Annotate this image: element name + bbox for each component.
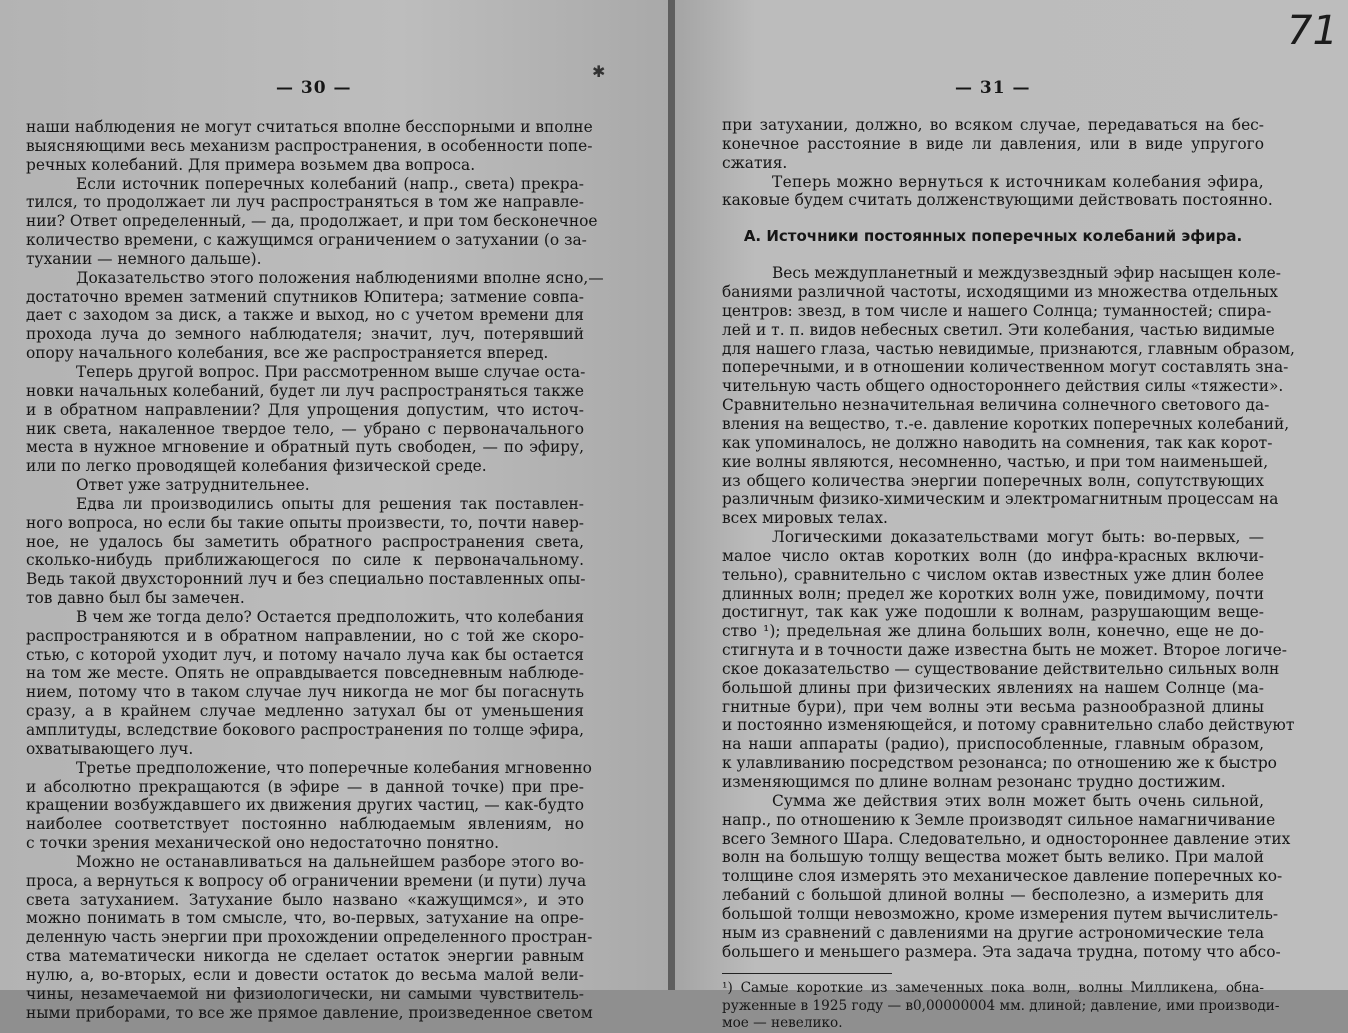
text-line: проса, а вернуться к вопросу об ограничении времени (и пути) луча [26, 871, 587, 890]
text-line: центров: звезд, в том числе и нашего Солнца; туманностей; спира- [722, 301, 1272, 320]
text-line: Можно не останавливаться на дальнейшем разборе этого во- [76, 852, 584, 871]
text-line: и абсолютно прекращаются (в эфире — в данной точке) при пре- [26, 777, 584, 796]
text-line: дает с заходом за диск, а также и выход, но с учетом времени для [26, 306, 584, 325]
text-line: опору начального колебания, все же распространяется вперед. [26, 344, 549, 363]
text-line: распространяются и в обратном направлении, но с той же скоро- [26, 626, 584, 645]
text-line: тился, то продолжает ли луч распространяться в том же направле- [26, 193, 584, 212]
text-line: на том же месте. Опять не оправдывается повседневным наблюде- [26, 664, 584, 683]
text-line: нии? Ответ определенный, — да, продолжает, и при том бесконечное [26, 212, 598, 231]
text-line: ным из сравнений с давлениями на другие астрономические тела [722, 923, 1264, 942]
text-line: ское доказательство — существование действительно сильных волн [722, 659, 1280, 678]
text-line: амплитуды, вследствие бокового распространения по толще эфира, [26, 721, 584, 739]
right-page-intro [722, 116, 1273, 210]
text-line: нием, потому что в таком случае луч никогда не мог бы погаснуть [26, 683, 584, 702]
text-line: тельно), сравнительно с числом октав известных уже длин более [722, 565, 1264, 584]
text-line: ник света, накаленное твердое тело, — убрано с первоначального [26, 419, 584, 438]
footnote-line: ¹) Самые короткие из замеченных пока волн, волны Милликена, обна- [722, 980, 1264, 997]
text-line: достаточно времен затмений спутников Юпитера; затмение совпа- [26, 287, 584, 306]
text-line: деленную часть энергии при прохождении определенного простран- [26, 928, 593, 947]
text-line: речных колебаний. Для примера возьмем два вопроса. [26, 155, 476, 174]
text-line: малое число октав коротких волн (до инфра-красных включи- [722, 546, 1264, 565]
text-line: с точки зрения механической оно недостаточно понятно. [26, 834, 499, 853]
text-line: волн на большую толщу вещества может быть велико. При малой [722, 848, 1264, 867]
text-line: ство ¹); предельная же длина больших волн, конечно, еще не до- [722, 622, 1264, 641]
text-line: или по легко проводящей колебания физической среде. [26, 457, 487, 476]
handwritten-page-mark: 71 [1287, 8, 1338, 54]
text-line: тов давно был бы замечен. [26, 589, 245, 608]
text-line: стью, с которой уходит луч, и потому начало луча как бы остается [26, 645, 584, 664]
text-line: Сравнительно незначительная величина солнечного светового да- [722, 396, 1270, 415]
text-line: на наши аппараты (радио), приспособленные, главным образом, [722, 735, 1264, 754]
text-line: большой длины при физических явлениях на нашем Солнце (ма- [722, 678, 1264, 697]
text-line: охватывающего луч. [26, 739, 194, 758]
right-page-text [722, 116, 1295, 1033]
text-line: всего Земного Шара. Следовательно, и одностороннее давление этих [722, 829, 1291, 848]
text-line: Едва ли производились опыты для решения так поставлен- [76, 494, 584, 513]
text-line: ными приборами, то все же прямое давление, произведенное светом [26, 1003, 593, 1022]
text-line: Ведь такой двухсторонний луч и без специально поставленных опы- [26, 570, 586, 589]
book-gutter [668, 0, 675, 990]
text-line: ное, не удалось бы заметить обратного распространения света, [26, 532, 584, 551]
text-line: достигнут, так как уже подошли к волнам, разрушающим веще- [722, 603, 1264, 622]
text-line: лей и т. п. видов небесных светил. Эти колебания, частью видимые [722, 320, 1275, 339]
left-page [0, 0, 668, 1022]
right-page-body [722, 264, 1295, 961]
text-line: сжатия. [722, 153, 788, 172]
text-line: конечное расстояние в виде ли давления, или в виде упругого [722, 134, 1264, 153]
text-line: как упоминалось, не должно наводить на сомнения, так как корот- [722, 433, 1273, 452]
text-line: количество времени, с кажущимся ограничением о затухании (о за- [26, 231, 587, 250]
margin-mark-icon: ✱ [592, 62, 606, 81]
text-line: толщине слоя измерять это механическое давление поперечных ко- [722, 867, 1283, 886]
text-line: длинных волн; предел же коротких волн уже, повидимому, почти [722, 584, 1264, 603]
text-line: можно понимать в том смысле, что, во-первых, затухание на опре- [26, 909, 584, 928]
text-line: поперечными, и в отношении количественном могут составлять зна- [722, 358, 1289, 377]
text-line: кие волны являются, несомненно, частью, и при том наименьшей, [722, 452, 1269, 471]
text-line: света затуханием. Затухание было названо «кажущимся», и это [26, 890, 584, 909]
footnote [722, 980, 1280, 1033]
section-heading: А. Источники постоянных поперечных колебаний эфира. [743, 227, 1243, 246]
text-line: вления на вещество, т.-е. давление коротких поперечных колебаний, [722, 414, 1290, 433]
text-line: Теперь другой вопрос. При рассмотренном выше случае оста- [76, 362, 586, 381]
text-line: Весь междупланетный и междузвездный эфир насыщен коле- [772, 264, 1281, 283]
text-line: сколько-нибудь приближающегося по силе к первоначальному. [26, 551, 584, 570]
page-number-left: — 30 — [276, 78, 352, 98]
text-line: В чем же тогда дело? Остается предположить, что колебания [76, 607, 585, 626]
text-line: новки начальных колебаний, будет ли луч распространяться также [26, 381, 584, 400]
text-line: и в обратном направлении? Для упрощения допустим, что источ- [26, 400, 584, 419]
text-line: чины, незамечаемой ни физиологически, ни самыми чувствитель- [26, 984, 584, 1003]
text-line: всех мировых телах. [722, 509, 888, 528]
text-line: и постоянно изменяющейся, и потому сравнительно слабо действуют [722, 716, 1295, 735]
text-line: Сумма же действия этих волн может быть очень сильной, [772, 791, 1264, 810]
text-line: ного вопроса, но если бы такие опыты произвести, то, почти навер- [26, 513, 584, 532]
text-line: Теперь можно вернуться к источникам колебания эфира, [772, 172, 1264, 191]
text-line: Логическими доказательствами могут быть: во-первых, — [772, 528, 1264, 547]
text-line: чительную часть общего одностороннего действия силы «тяжести». [722, 377, 1284, 396]
text-line: из общего количества энергии поперечных волн, сопутствующих [722, 471, 1264, 490]
text-line: Третье предположение, что поперечные колебания мгновенно [76, 758, 592, 777]
text-line: прохода луча до земного наблюдателя; значит, луч, потерявший [26, 325, 584, 344]
page-number-right: — 31 — [955, 78, 1031, 98]
text-line: Доказательство этого положения наблюдениями вполне ясно,— [76, 268, 604, 287]
text-line: большего и меньшего размера. Эта задача трудна, потому что абсо- [722, 942, 1281, 961]
text-line: при затухании, должно, во всяком случае, передаваться на бес- [722, 116, 1264, 134]
text-line: лебаний с большой длиной волны — бесполезно, а измерить для [722, 886, 1264, 905]
text-line: большой толщи невозможно, кроме измерения путем вычислитель- [722, 904, 1279, 923]
text-line: к улавливанию посредством резонанса; по отношению же к быстро [722, 754, 1277, 773]
text-line: для нашего глаза, частью невидимые, признаются, главным образом, [722, 339, 1295, 358]
text-line: тухании — немного дальше). [26, 249, 262, 268]
text-line: баниями различной частоты, исходящими из множества отдельных [722, 283, 1278, 302]
text-line: напр., по отношению к Земле производят сильное намагничивание [722, 810, 1276, 829]
text-line: наиболее соответствует постоянно наблюдаемым явлениям, но [26, 815, 584, 834]
footnote-line: мое — невелико. [722, 1015, 843, 1032]
text-line: каковые будем считать долженствующими действовать постоянно. [722, 191, 1273, 210]
right-page [675, 0, 1348, 1032]
footnote-line: руженные в 1925 году — в0,00000004 мм. длиной; давление, ими производи- [722, 997, 1280, 1014]
text-line: Ответ уже затруднительнее. [76, 476, 310, 495]
text-line: выясняющими весь механизм распространения, в особенности попе- [26, 136, 593, 155]
text-line: ства математически никогда не сделает остаток энергии равным [26, 947, 584, 966]
text-line: изменяющимся по длине волнам резонанс трудно достижим. [722, 773, 1226, 791]
text-line: кращении возбуждавшего их движения других частиц, — как-будто [26, 796, 584, 815]
text-line: нулю, а, во-вторых, если и довести остаток до весьма малой вели- [26, 965, 584, 984]
text-line: стигнута и в точности даже известна быть не может. Второе логиче- [722, 641, 1287, 660]
text-line: Если источник поперечных колебаний (напр., света) прекра- [76, 174, 584, 193]
footnote-rule [722, 973, 892, 974]
left-page-text [26, 118, 604, 1023]
text-line: наши наблюдения не могут считаться вполне бесспорными и вполне [26, 118, 593, 136]
text-line: места в нужное мгновение и обратный путь свободен, — по эфиру, [26, 438, 584, 457]
text-line: гнитные бури), при чем волны эти весьма разнообразной длины [722, 697, 1264, 716]
text-line: различным физико-химическим и электромагнитным процессам на [722, 490, 1279, 509]
text-line: сразу, а в крайнем случае медленно затухал бы от уменьшения [26, 702, 584, 721]
